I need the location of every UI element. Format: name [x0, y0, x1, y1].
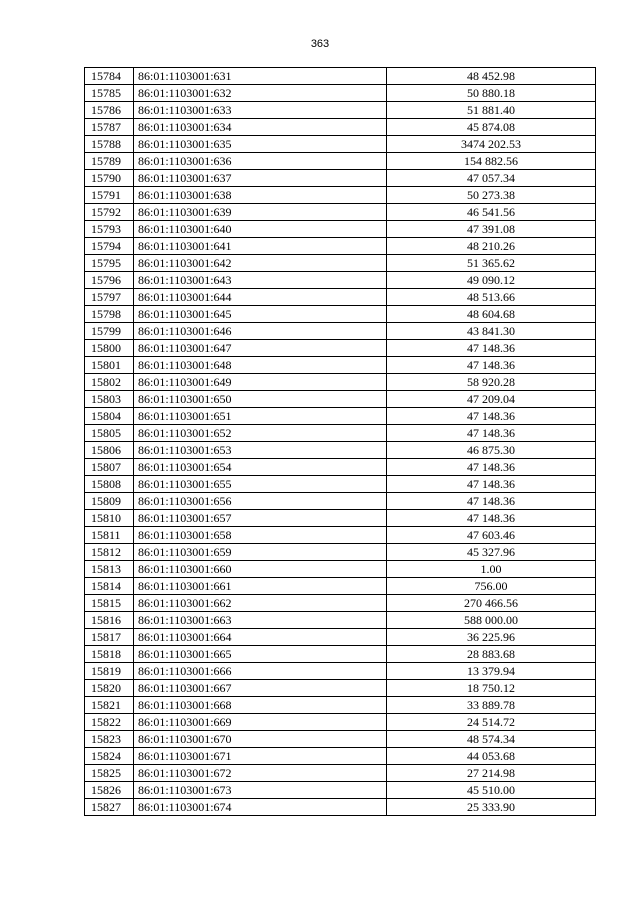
- cadastral-number-cell: 86:01:1103001:657: [134, 510, 387, 527]
- cadastral-value-cell: 756.00: [387, 578, 596, 595]
- page-number: 363: [310, 38, 330, 50]
- cadastral-value-cell: 47 148.36: [387, 425, 596, 442]
- cadastral-value-cell: 47 391.08: [387, 221, 596, 238]
- table-row: [85, 119, 596, 136]
- table-row: [85, 357, 596, 374]
- row-number-cell: 15787: [85, 119, 134, 136]
- cadastral-value-table: [84, 67, 596, 816]
- table-row: [85, 748, 596, 765]
- table-row: [85, 306, 596, 323]
- cadastral-value-cell: 50 880.18: [387, 85, 596, 102]
- table-row: [85, 204, 596, 221]
- table-row: [85, 510, 596, 527]
- cadastral-value-cell: 270 466.56: [387, 595, 596, 612]
- table-row: [85, 153, 596, 170]
- row-number-cell: 15810: [85, 510, 134, 527]
- row-number-cell: 15808: [85, 476, 134, 493]
- row-number-cell: 15819: [85, 663, 134, 680]
- cadastral-value-cell: 45 874.08: [387, 119, 596, 136]
- table-row: [85, 391, 596, 408]
- cadastral-number-cell: 86:01:1103001:655: [134, 476, 387, 493]
- table-row: [85, 544, 596, 561]
- table-row: [85, 187, 596, 204]
- cadastral-value-cell: 48 452.98: [387, 68, 596, 85]
- cadastral-number-cell: 86:01:1103001:649: [134, 374, 387, 391]
- table-row: [85, 561, 596, 578]
- cadastral-number-cell: 86:01:1103001:651: [134, 408, 387, 425]
- row-number-cell: 15797: [85, 289, 134, 306]
- cadastral-number-cell: 86:01:1103001:642: [134, 255, 387, 272]
- cadastral-number-cell: 86:01:1103001:656: [134, 493, 387, 510]
- row-number-cell: 15827: [85, 799, 134, 816]
- cadastral-value-cell: 49 090.12: [387, 272, 596, 289]
- row-number-cell: 15824: [85, 748, 134, 765]
- table-row: [85, 612, 596, 629]
- row-number-cell: 15811: [85, 527, 134, 544]
- row-number-cell: 15795: [85, 255, 134, 272]
- cadastral-value-cell: 51 365.62: [387, 255, 596, 272]
- cadastral-number-cell: 86:01:1103001:659: [134, 544, 387, 561]
- table-row: [85, 765, 596, 782]
- row-number-cell: 15818: [85, 646, 134, 663]
- table-row: [85, 442, 596, 459]
- cadastral-number-cell: 86:01:1103001:654: [134, 459, 387, 476]
- table-row: [85, 289, 596, 306]
- cadastral-number-cell: 86:01:1103001:667: [134, 680, 387, 697]
- cadastral-value-cell: 48 210.26: [387, 238, 596, 255]
- cadastral-value-cell: 47 057.34: [387, 170, 596, 187]
- row-number-cell: 15800: [85, 340, 134, 357]
- cadastral-number-cell: 86:01:1103001:646: [134, 323, 387, 340]
- table-row: [85, 340, 596, 357]
- row-number-cell: 15821: [85, 697, 134, 714]
- cadastral-value-cell: 154 882.56: [387, 153, 596, 170]
- row-number-cell: 15785: [85, 85, 134, 102]
- table-row: [85, 799, 596, 816]
- cadastral-value-cell: 45 327.96: [387, 544, 596, 561]
- table-row: [85, 697, 596, 714]
- row-number-cell: 15812: [85, 544, 134, 561]
- cadastral-number-cell: 86:01:1103001:661: [134, 578, 387, 595]
- cadastral-number-cell: 86:01:1103001:674: [134, 799, 387, 816]
- table-row: [85, 476, 596, 493]
- cadastral-value-cell: 588 000.00: [387, 612, 596, 629]
- cadastral-number-cell: 86:01:1103001:668: [134, 697, 387, 714]
- cadastral-number-cell: 86:01:1103001:634: [134, 119, 387, 136]
- cadastral-number-cell: 86:01:1103001:671: [134, 748, 387, 765]
- cadastral-number-cell: 86:01:1103001:633: [134, 102, 387, 119]
- cadastral-number-cell: 86:01:1103001:653: [134, 442, 387, 459]
- table-row: [85, 68, 596, 85]
- row-number-cell: 15804: [85, 408, 134, 425]
- cadastral-number-cell: 86:01:1103001:664: [134, 629, 387, 646]
- row-number-cell: 15801: [85, 357, 134, 374]
- cadastral-value-cell: 33 889.78: [387, 697, 596, 714]
- row-number-cell: 15825: [85, 765, 134, 782]
- row-number-cell: 15823: [85, 731, 134, 748]
- row-number-cell: 15784: [85, 68, 134, 85]
- cadastral-value-cell: 43 841.30: [387, 323, 596, 340]
- cadastral-number-cell: 86:01:1103001:638: [134, 187, 387, 204]
- cadastral-value-cell: 36 225.96: [387, 629, 596, 646]
- row-number-cell: 15822: [85, 714, 134, 731]
- row-number-cell: 15807: [85, 459, 134, 476]
- table-row: [85, 170, 596, 187]
- cadastral-number-cell: 86:01:1103001:643: [134, 272, 387, 289]
- cadastral-number-cell: 86:01:1103001:641: [134, 238, 387, 255]
- cadastral-value-cell: 47 148.36: [387, 408, 596, 425]
- row-number-cell: 15786: [85, 102, 134, 119]
- table-row: [85, 493, 596, 510]
- cadastral-number-cell: 86:01:1103001:645: [134, 306, 387, 323]
- cadastral-value-cell: 48 574.34: [387, 731, 596, 748]
- cadastral-number-cell: 86:01:1103001:636: [134, 153, 387, 170]
- table-row: [85, 527, 596, 544]
- cadastral-value-cell: 44 053.68: [387, 748, 596, 765]
- cadastral-value-cell: 24 514.72: [387, 714, 596, 731]
- cadastral-number-cell: 86:01:1103001:665: [134, 646, 387, 663]
- cadastral-value-cell: 45 510.00: [387, 782, 596, 799]
- cadastral-number-cell: 86:01:1103001:640: [134, 221, 387, 238]
- table-row: [85, 782, 596, 799]
- cadastral-value-cell: 1.00: [387, 561, 596, 578]
- cadastral-value-cell: 48 513.66: [387, 289, 596, 306]
- cadastral-number-cell: 86:01:1103001:639: [134, 204, 387, 221]
- cadastral-value-cell: 47 603.46: [387, 527, 596, 544]
- table-row: [85, 238, 596, 255]
- cadastral-value-cell: 3474 202.53: [387, 136, 596, 153]
- cadastral-value-cell: 25 333.90: [387, 799, 596, 816]
- cadastral-number-cell: 86:01:1103001:662: [134, 595, 387, 612]
- table-row: [85, 578, 596, 595]
- cadastral-value-cell: 58 920.28: [387, 374, 596, 391]
- table-row: [85, 85, 596, 102]
- table-row: [85, 255, 596, 272]
- table-row: [85, 272, 596, 289]
- cadastral-number-cell: 86:01:1103001:660: [134, 561, 387, 578]
- table-row: [85, 714, 596, 731]
- row-number-cell: 15796: [85, 272, 134, 289]
- cadastral-number-cell: 86:01:1103001:652: [134, 425, 387, 442]
- table-row: [85, 136, 596, 153]
- cadastral-value-cell: 47 209.04: [387, 391, 596, 408]
- cadastral-value-cell: 47 148.36: [387, 510, 596, 527]
- table-row: [85, 221, 596, 238]
- table-row: [85, 102, 596, 119]
- cadastral-value-cell: 18 750.12: [387, 680, 596, 697]
- cadastral-value-cell: 46 875.30: [387, 442, 596, 459]
- cadastral-number-cell: 86:01:1103001:635: [134, 136, 387, 153]
- cadastral-value-cell: 50 273.38: [387, 187, 596, 204]
- cadastral-number-cell: 86:01:1103001:663: [134, 612, 387, 629]
- cadastral-number-cell: 86:01:1103001:669: [134, 714, 387, 731]
- cadastral-value-cell: 47 148.36: [387, 357, 596, 374]
- cadastral-value-cell: 47 148.36: [387, 476, 596, 493]
- table-row: [85, 663, 596, 680]
- table-row: [85, 374, 596, 391]
- table-row: [85, 680, 596, 697]
- row-number-cell: 15788: [85, 136, 134, 153]
- row-number-cell: 15809: [85, 493, 134, 510]
- row-number-cell: 15815: [85, 595, 134, 612]
- row-number-cell: 15793: [85, 221, 134, 238]
- cadastral-number-cell: 86:01:1103001:658: [134, 527, 387, 544]
- cadastral-number-cell: 86:01:1103001:670: [134, 731, 387, 748]
- table-row: [85, 459, 596, 476]
- cadastral-value-cell: 46 541.56: [387, 204, 596, 221]
- cadastral-value-cell: 28 883.68: [387, 646, 596, 663]
- cadastral-value-cell: 47 148.36: [387, 493, 596, 510]
- table-row: [85, 731, 596, 748]
- cadastral-value-cell: 47 148.36: [387, 459, 596, 476]
- row-number-cell: 15799: [85, 323, 134, 340]
- cadastral-number-cell: 86:01:1103001:644: [134, 289, 387, 306]
- cadastral-number-cell: 86:01:1103001:666: [134, 663, 387, 680]
- cadastral-value-cell: 13 379.94: [387, 663, 596, 680]
- row-number-cell: 15816: [85, 612, 134, 629]
- cadastral-number-cell: 86:01:1103001:650: [134, 391, 387, 408]
- table-body: [85, 68, 596, 816]
- row-number-cell: 15805: [85, 425, 134, 442]
- cadastral-number-cell: 86:01:1103001:631: [134, 68, 387, 85]
- row-number-cell: 15791: [85, 187, 134, 204]
- cadastral-value-cell: 27 214.98: [387, 765, 596, 782]
- row-number-cell: 15802: [85, 374, 134, 391]
- cadastral-number-cell: 86:01:1103001:632: [134, 85, 387, 102]
- cadastral-number-cell: 86:01:1103001:673: [134, 782, 387, 799]
- row-number-cell: 15806: [85, 442, 134, 459]
- row-number-cell: 15790: [85, 170, 134, 187]
- row-number-cell: 15826: [85, 782, 134, 799]
- row-number-cell: 15794: [85, 238, 134, 255]
- cadastral-value-cell: 48 604.68: [387, 306, 596, 323]
- row-number-cell: 15792: [85, 204, 134, 221]
- table-row: [85, 595, 596, 612]
- table-row: [85, 408, 596, 425]
- cadastral-number-cell: 86:01:1103001:637: [134, 170, 387, 187]
- row-number-cell: 15789: [85, 153, 134, 170]
- table-row: [85, 323, 596, 340]
- row-number-cell: 15817: [85, 629, 134, 646]
- row-number-cell: 15813: [85, 561, 134, 578]
- cadastral-value-cell: 47 148.36: [387, 340, 596, 357]
- cadastral-number-cell: 86:01:1103001:647: [134, 340, 387, 357]
- cadastral-number-cell: 86:01:1103001:648: [134, 357, 387, 374]
- table-row: [85, 629, 596, 646]
- cadastral-number-cell: 86:01:1103001:672: [134, 765, 387, 782]
- row-number-cell: 15820: [85, 680, 134, 697]
- row-number-cell: 15798: [85, 306, 134, 323]
- table-row: [85, 646, 596, 663]
- row-number-cell: 15803: [85, 391, 134, 408]
- cadastral-value-cell: 51 881.40: [387, 102, 596, 119]
- row-number-cell: 15814: [85, 578, 134, 595]
- table-row: [85, 425, 596, 442]
